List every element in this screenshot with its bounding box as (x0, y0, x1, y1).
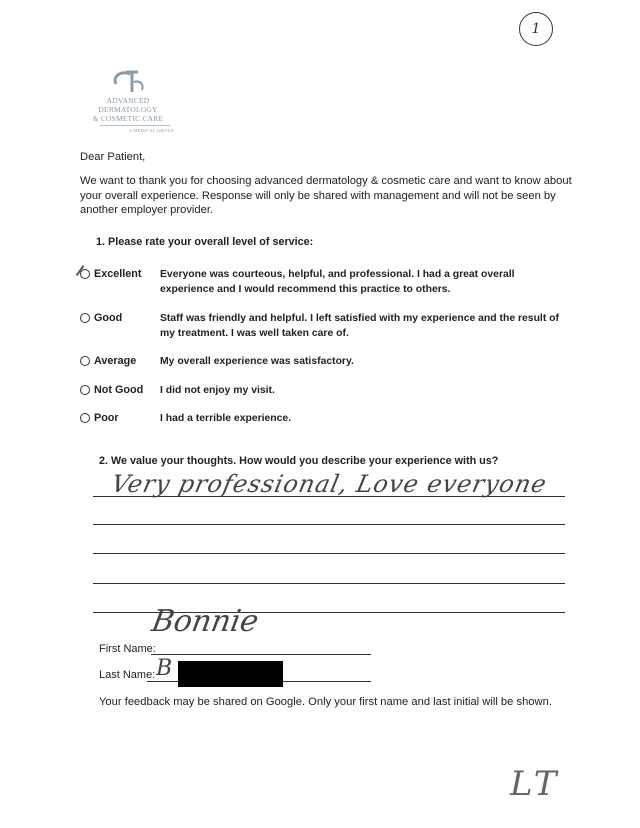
logo-divider (100, 125, 170, 126)
logo-subtitle: A MEDICAL GROUP (128, 128, 174, 133)
option-label: Poor (94, 412, 119, 424)
radio-icon[interactable] (80, 385, 90, 395)
logo-text-line1: ADVANCED DERMATOLOGY (98, 96, 158, 114)
redaction-box (178, 661, 283, 687)
answer-line[interactable] (93, 524, 565, 525)
page-number-circle (519, 12, 553, 46)
first-name-field[interactable] (151, 654, 371, 655)
answer-line[interactable] (93, 496, 565, 497)
option-label: Not Good (94, 384, 144, 396)
option-description: Everyone was courteous, helpful, and professional. I had a great overall experience and I would recommend this practice to others. (160, 269, 515, 295)
first-name-label: First Name: (99, 643, 156, 655)
last-name-value: B (156, 656, 173, 681)
option-description: I did not enjoy my visit. (160, 385, 275, 396)
first-name-value: Bonnie (148, 604, 262, 639)
question-1-heading: 1. Please rate your overall level of service: (96, 236, 314, 248)
salutation: Dear Patient, (80, 151, 146, 163)
last-name-label: Last Name: (99, 669, 156, 681)
radio-icon[interactable] (80, 356, 90, 366)
option-label: Average (94, 355, 137, 367)
option-label: Good (94, 312, 123, 324)
option-description: I had a terrible experience. (160, 413, 292, 424)
option-description: My overall experience was satisfactory. (160, 356, 354, 367)
intro-paragraph: We want to thank you for choosing advanced dermatology & cosmetic care and want to know about your overall experience. Response will only be shared with management and will not be seen by another employer provider. (80, 175, 572, 216)
handwritten-initials: LT (510, 764, 561, 804)
question-2-heading: 2. We value your thoughts. How would you describe your experience with us? (99, 455, 499, 467)
answer-line[interactable] (93, 583, 565, 584)
option-description: Staff was friendly and helpful. I left satisfied with my experience and the result of my treatment. I was well taken care of. (160, 313, 559, 339)
radio-icon[interactable] (80, 313, 90, 323)
page-number: 1 (531, 21, 541, 37)
logo-text-line2: & COSMETIC CARE (92, 114, 164, 123)
option-label: Excellent (94, 268, 142, 280)
radio-checked-icon[interactable] (80, 269, 90, 279)
handwritten-answer: Very professional, Love everyone (109, 470, 550, 498)
radio-icon[interactable] (80, 413, 90, 423)
logo-mark-icon (108, 66, 148, 96)
company-logo (78, 66, 178, 133)
disclaimer: Your feedback may be shared on Google. Only your first name and last initial will be shown. (99, 696, 552, 708)
answer-line[interactable] (93, 553, 565, 554)
